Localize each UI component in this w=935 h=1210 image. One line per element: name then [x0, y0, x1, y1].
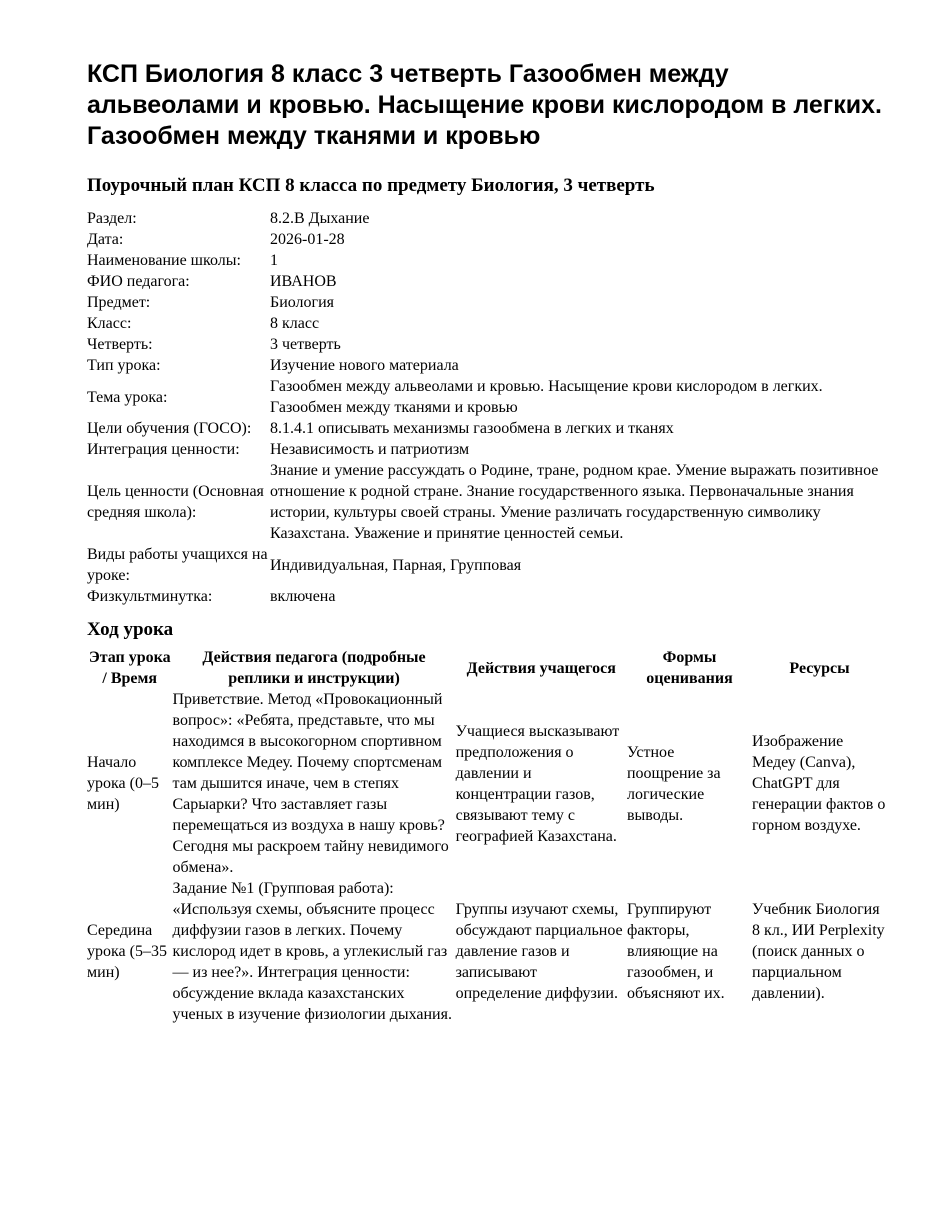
stage-cell: Середина урока (5–35 мин) — [87, 922, 167, 981]
info-value: Знание и умение рассуждать о Родине, тране, родном крае. Умение выражать позитивное отношение к родной стране. Знание государственного языка. Первоначальные знания истории, культуры своей страны. Умение различать государственную символику Казахстана. Уважение и принятие ценностей семьи. — [270, 462, 879, 542]
student-actions-cell: Группы изучают схемы, обсуждают парциальное давление газов и записывают определение диффузии. — [455, 901, 623, 1002]
info-row — [87, 271, 885, 292]
info-row — [87, 334, 885, 355]
table-row — [87, 689, 887, 878]
info-value: Газообмен между альвеолами и кровью. Насыщение крови кислородом в легких. Газообмен между тканями и кровью — [270, 378, 823, 416]
table-header-row — [87, 647, 887, 689]
lesson-flow-title: Ход урока — [87, 619, 174, 640]
plan-title: Поурочный план КСП 8 класса по предмету Биология, 3 четверть — [87, 175, 655, 196]
info-key: Цель ценности (Основная средняя школа): — [87, 483, 264, 521]
info-row — [87, 544, 885, 586]
info-key: ФИО педагога: — [87, 273, 190, 290]
info-value: 2026-01-28 — [270, 231, 345, 248]
info-row — [87, 292, 885, 313]
info-row — [87, 355, 885, 376]
teacher-actions-cell: Задание №1 (Групповая работа): «Используя схемы, объясните процесс диффузии газов в легких. Почему кислород идет в кровь, а углекислый газ — из нее?». Интеграция ценности: обсуждение вклада казахстанских ученых в изучение физиологии дыхания. — [172, 880, 452, 1023]
info-row — [87, 586, 885, 607]
assessment-cell: Группируют факторы, влияющие на газообмен, и объясняют их. — [626, 901, 725, 1002]
info-key: Цели обучения (ГОСО): — [87, 420, 252, 437]
info-row — [87, 208, 885, 229]
info-key: Виды работы учащихся на уроке: — [87, 546, 268, 584]
info-row — [87, 376, 885, 418]
info-value: 8.2.В Дыхание — [270, 210, 370, 227]
info-value: 8.1.4.1 описывать механизмы газообмена в легких и тканях — [270, 420, 674, 437]
info-row — [87, 250, 885, 271]
teacher-actions-cell: Приветствие. Метод «Провокационный вопрос»: «Ребята, представьте, что мы находимся в высокогорном спортивном комплексе Медеу. Почему спортсменам там дышится иначе, чем в степях Сарыарки? Что заставляет газы перемещаться из воздуха в нашу кровь? Сегодня мы раскроем тайну невидимого обмена». — [172, 691, 449, 876]
stage-cell: Начало урока (0–5 мин) — [87, 754, 159, 813]
info-key: Четверть: — [87, 336, 153, 353]
header-assessment: Формы оценивания — [646, 649, 733, 687]
student-actions-cell: Учащиеся высказывают предположения о давлении и концентрации газов, связывают тему с географией Казахстана. — [455, 722, 620, 845]
resources-cell: Учебник Биология 8 кл., ИИ Perplexity (поиск данных о парциальном давлении). — [752, 901, 885, 1002]
document-title: КСП Биология 8 класс 3 четверть Газообмен между альвеолами и кровью. Насыщение крови кислородом в легких. Газообмен между тканями и кровью — [87, 60, 882, 150]
info-value: 3 четверть — [270, 336, 341, 353]
info-key: Класс: — [87, 315, 132, 332]
header-teacher-actions: Действия педагога (подробные реплики и инструкции) — [202, 649, 426, 687]
info-key: Физкультминутка: — [87, 588, 213, 605]
info-row — [87, 460, 885, 544]
lesson-flow-table — [87, 647, 887, 1025]
info-key: Предмет: — [87, 294, 151, 311]
header-resources: Ресурсы — [789, 659, 850, 677]
info-row — [87, 418, 885, 439]
info-key: Наименование школы: — [87, 252, 241, 269]
info-key: Раздел: — [87, 210, 137, 227]
assessment-cell: Устное поощрение за логические выводы. — [626, 743, 721, 824]
info-key: Интеграция ценности: — [87, 441, 240, 458]
info-value: ИВАНОВ — [270, 273, 337, 290]
header-student-actions: Действия учащегося — [466, 659, 616, 677]
info-row — [87, 229, 885, 250]
info-value: Изучение нового материала — [270, 357, 459, 374]
header-stage: Этап урока / Время — [88, 649, 171, 687]
info-value: 8 класс — [270, 315, 320, 332]
info-value: Индивидуальная, Парная, Групповая — [270, 556, 522, 574]
info-key: Тип урока: — [87, 357, 161, 374]
info-row — [87, 313, 885, 334]
info-key: Тема урока: — [87, 388, 168, 406]
info-value: Независимость и патриотизм — [270, 441, 470, 458]
table-row — [87, 878, 887, 1025]
info-value: 1 — [270, 252, 278, 269]
info-value: Биология — [270, 294, 335, 311]
info-row — [87, 439, 885, 460]
info-key: Дата: — [87, 231, 124, 248]
lesson-info-table — [87, 208, 885, 607]
resources-cell: Изображение Медеу (Canva), ChatGPT для генерации фактов о горном воздухе. — [752, 733, 886, 834]
info-value: включена — [270, 588, 336, 605]
